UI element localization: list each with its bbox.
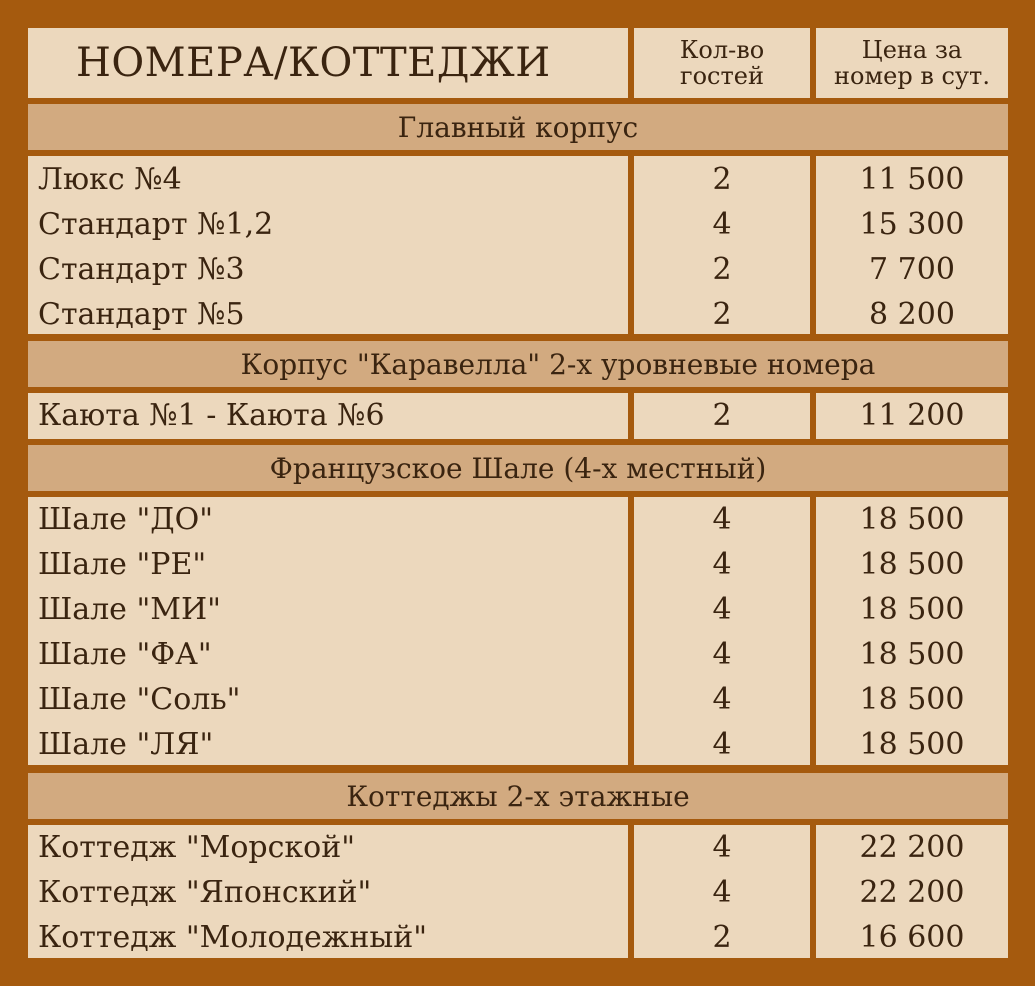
section-title: Коттеджы 2-х этажные <box>346 779 690 813</box>
room-price: 18 500 <box>859 547 965 582</box>
room-price: 18 500 <box>859 592 965 627</box>
room-name: Шале "ФА" <box>38 637 212 672</box>
room-guests: 2 <box>712 252 732 287</box>
room-name: Стандарт №1,2 <box>38 207 274 242</box>
room-price: 22 200 <box>859 830 965 865</box>
section-header-caravella <box>28 341 1008 387</box>
room-price: 16 600 <box>859 920 965 955</box>
price-header-line1: Цена за <box>861 36 963 64</box>
room-name: Шале "Соль" <box>38 682 241 717</box>
price-column-header <box>816 28 1008 98</box>
room-guests: 4 <box>712 830 732 865</box>
room-guests: 4 <box>712 637 732 672</box>
room-guests: 4 <box>712 547 732 582</box>
price-header-line2: номер в сут. <box>834 62 990 90</box>
guests-header-line1: Кол-во <box>679 36 765 64</box>
room-price: 18 500 <box>859 502 965 537</box>
room-name: Шале "ЛЯ" <box>38 727 214 762</box>
room-name: Коттедж "Молодежный" <box>38 920 428 955</box>
section-title: Корпус "Каравелла" 2-х уровневые номера <box>240 347 876 381</box>
room-price: 11 200 <box>859 398 965 433</box>
room-price: 11 500 <box>859 162 965 197</box>
room-name: Шале "ДО" <box>38 502 214 537</box>
room-price: 18 500 <box>859 727 965 762</box>
section-header-cottages <box>28 773 1008 819</box>
room-price: 15 300 <box>859 207 965 242</box>
room-name: Стандарт №5 <box>38 297 245 332</box>
table-title: НОМЕРА/КОТТЕДЖИ <box>76 40 551 86</box>
guests-column-header <box>634 28 810 98</box>
room-price: 7 700 <box>869 252 955 287</box>
section-header-french-chalet <box>28 445 1008 491</box>
room-price: 18 500 <box>859 682 965 717</box>
room-guests: 4 <box>712 727 732 762</box>
section-title: Французское Шале (4-х местный) <box>269 451 767 485</box>
room-guests: 2 <box>712 920 732 955</box>
room-guests: 2 <box>712 398 732 433</box>
room-price: 18 500 <box>859 637 965 672</box>
room-name: Шале "МИ" <box>38 592 221 627</box>
room-name: Люкс №4 <box>38 162 182 197</box>
room-name: Стандарт №3 <box>38 252 245 287</box>
room-name: Коттедж "Морской" <box>38 830 356 865</box>
room-name: Шале "РЕ" <box>38 547 207 582</box>
room-guests: 2 <box>712 297 732 332</box>
guests-header-line2: гостей <box>680 62 764 90</box>
room-guests: 4 <box>712 207 732 242</box>
room-guests: 4 <box>712 875 732 910</box>
room-guests: 2 <box>712 162 732 197</box>
room-name: Каюта №1 - Каюта №6 <box>38 398 385 433</box>
room-guests: 4 <box>712 682 732 717</box>
room-price: 22 200 <box>859 875 965 910</box>
section-header-main-building <box>28 104 1008 150</box>
room-guests: 4 <box>712 502 732 537</box>
section-title: Главный корпус <box>397 110 639 144</box>
table-title-cell <box>28 28 628 98</box>
room-name: Коттедж "Японский" <box>38 875 372 910</box>
room-guests: 4 <box>712 592 732 627</box>
room-price: 8 200 <box>869 297 955 332</box>
